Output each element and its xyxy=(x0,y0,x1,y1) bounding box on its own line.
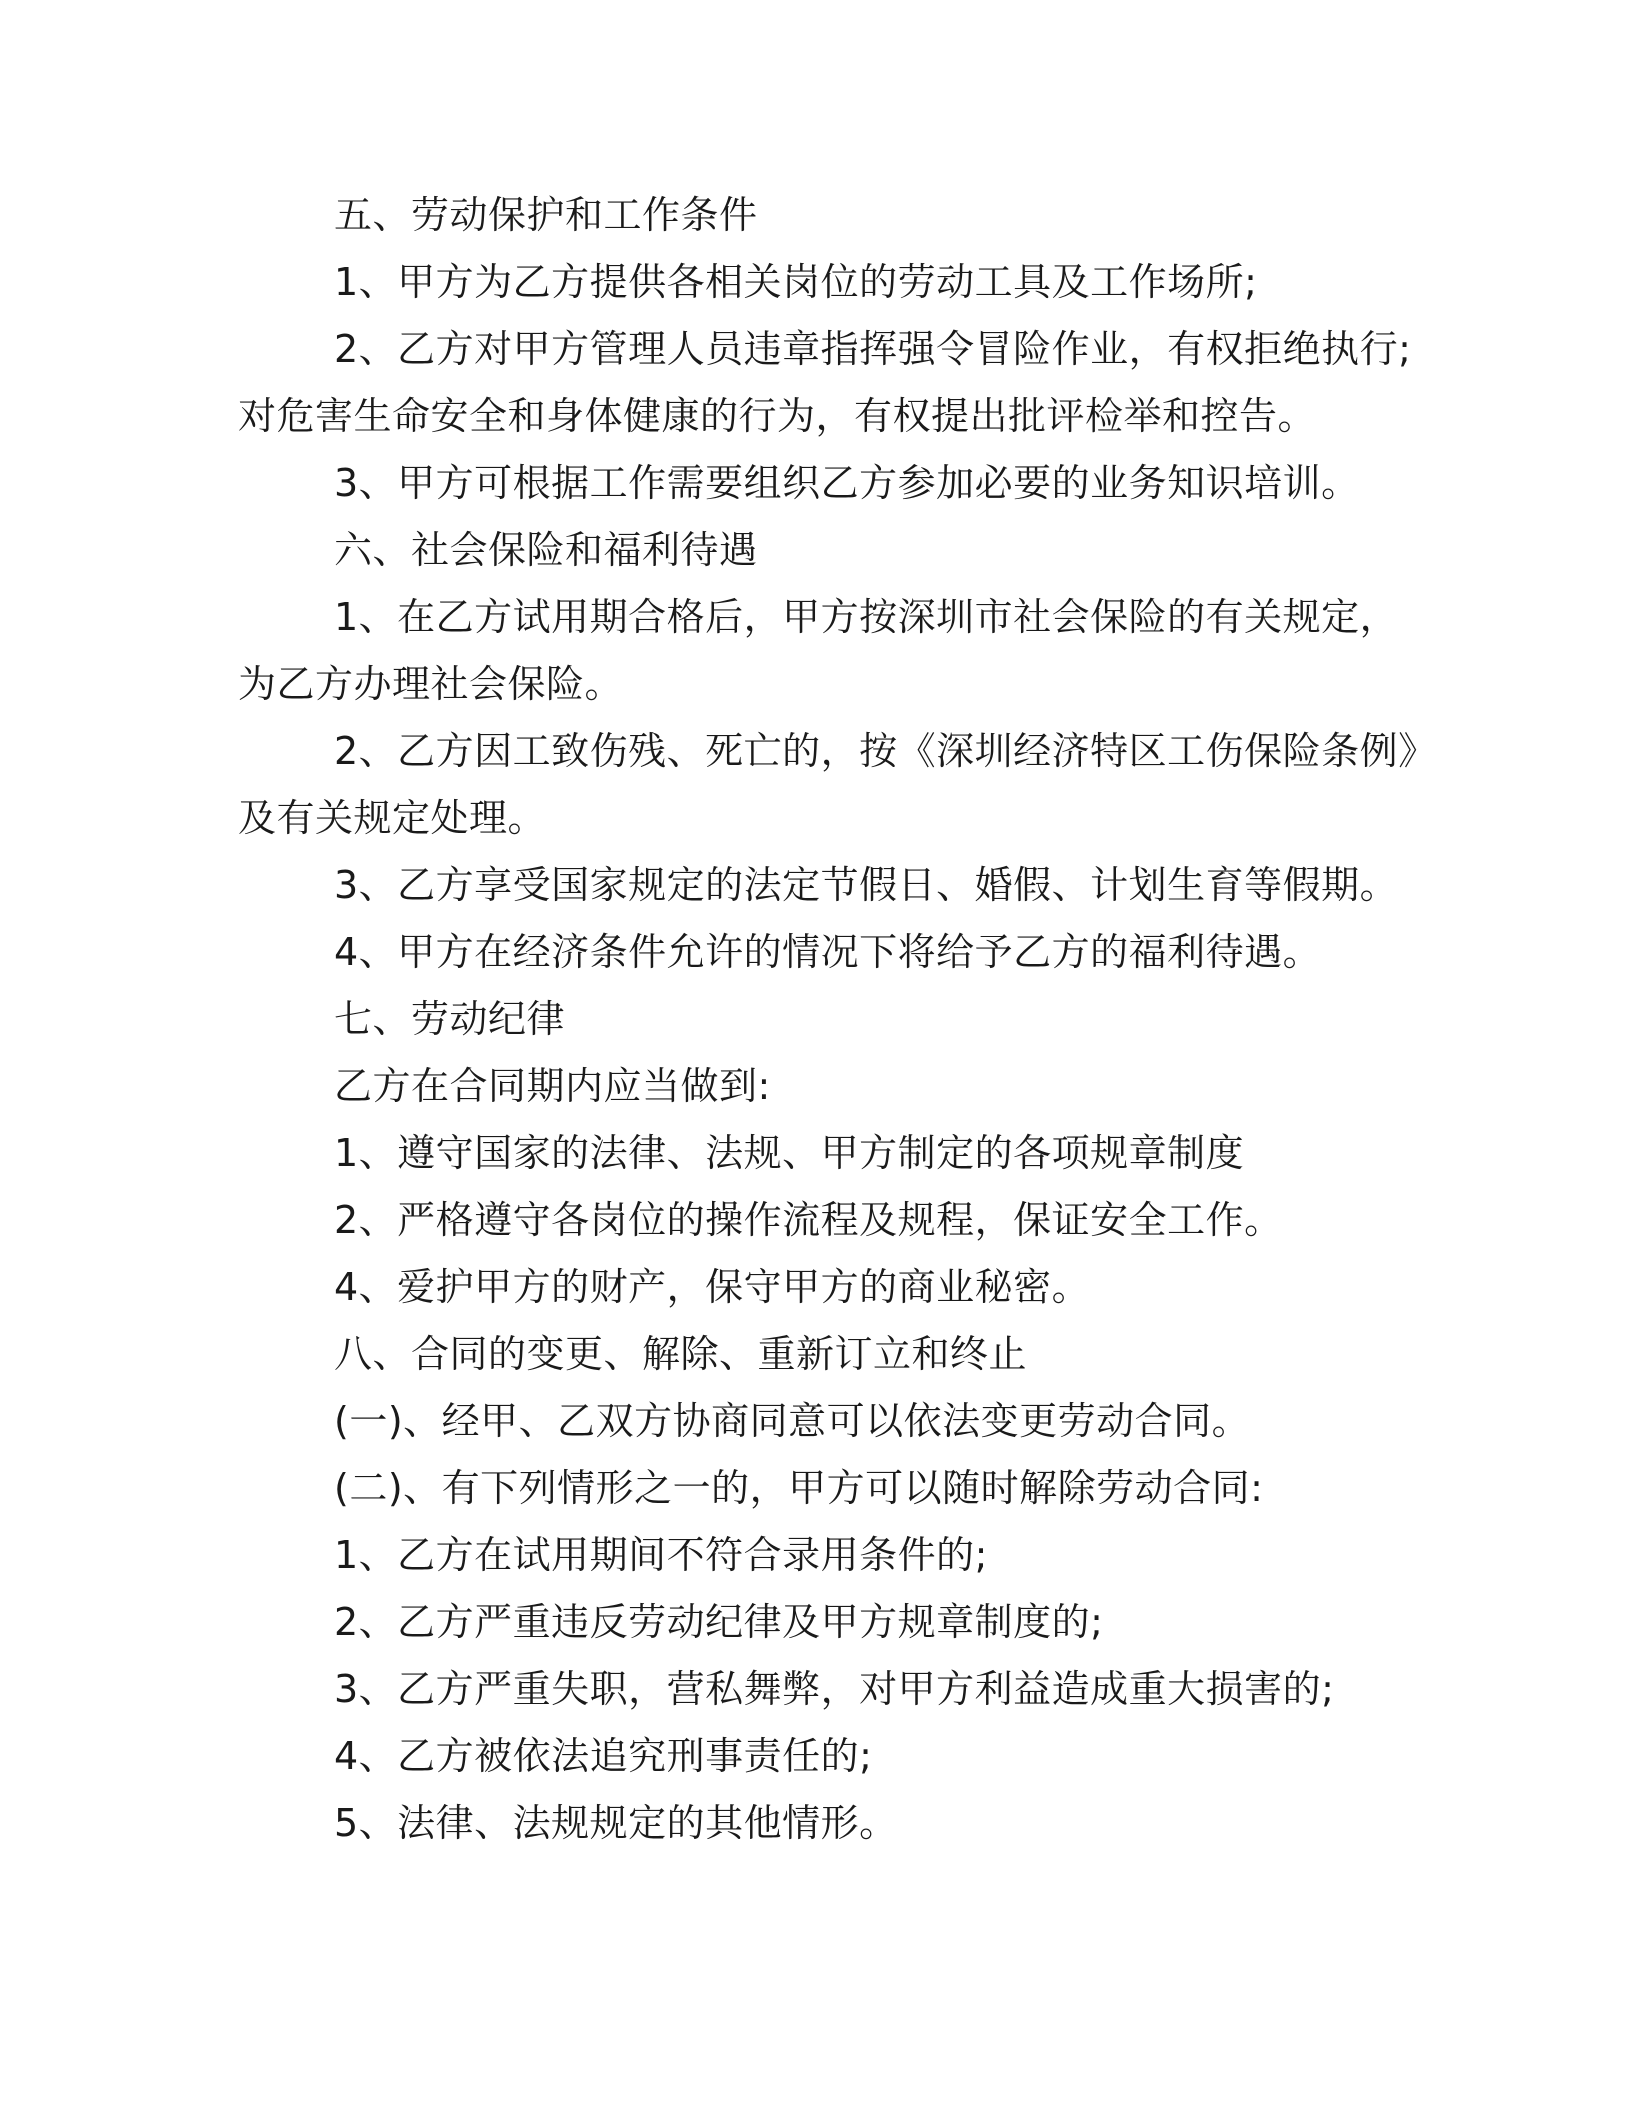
paragraph-line: 4、乙方被依法追究刑事责任的; xyxy=(334,1734,873,1778)
paragraph-line: 5、法律、法规规定的其他情形。 xyxy=(334,1801,898,1845)
paragraph-line: 2、乙方因工致伤残、死亡的，按《深圳经济特区工伤保险条例》 xyxy=(334,729,1437,773)
paragraph-line: 3、乙方严重失职，营私舞弊，对甲方利益造成重大损害的; xyxy=(334,1667,1335,1711)
paragraph-line: 1、遵守国家的法律、法规、甲方制定的各项规章制度 xyxy=(334,1131,1245,1175)
paragraph-line: 2、严格遵守各岗位的操作流程及规程，保证安全工作。 xyxy=(334,1198,1283,1242)
section-heading-contract-changes: 八、合同的变更、解除、重新订立和终止 xyxy=(334,1332,1028,1376)
section-heading-labor-protection: 五、劳动保护和工作条件 xyxy=(334,193,758,237)
paragraph-line: 2、乙方对甲方管理人员违章指挥强令冒险作业，有权拒绝执行; xyxy=(334,327,1412,371)
paragraph-line: 1、在乙方试用期合格后，甲方按深圳市社会保险的有关规定， xyxy=(334,595,1399,639)
section-heading-social-insurance: 六、社会保险和福利待遇 xyxy=(334,528,758,572)
paragraph-line: 及有关规定处理。 xyxy=(238,796,547,840)
paragraph-line: 乙方在合同期内应当做到: xyxy=(334,1064,771,1108)
paragraph-line: 4、甲方在经济条件允许的情况下将给予乙方的福利待遇。 xyxy=(334,930,1322,974)
paragraph-line: 1、乙方在试用期间不符合录用条件的; xyxy=(334,1533,988,1577)
paragraph-line: 对危害生命安全和身体健康的行为，有权提出批评检举和控告。 xyxy=(238,394,1317,438)
paragraph-line: (一)、经甲、乙双方协商同意可以依法变更劳动合同。 xyxy=(334,1399,1251,1443)
paragraph-line: 1、甲方为乙方提供各相关岗位的劳动工具及工作场所; xyxy=(334,260,1258,304)
paragraph-line: (二)、有下列情形之一的，甲方可以随时解除劳动合同: xyxy=(334,1466,1264,1510)
paragraph-line: 2、乙方严重违反劳动纪律及甲方规章制度的; xyxy=(334,1600,1104,1644)
paragraph-line: 4、爱护甲方的财产，保守甲方的商业秘密。 xyxy=(334,1265,1091,1309)
paragraph-line: 为乙方办理社会保险。 xyxy=(238,662,624,706)
paragraph-line: 3、乙方享受国家规定的法定节假日、婚假、计划生育等假期。 xyxy=(334,863,1399,907)
section-heading-labor-discipline: 七、劳动纪律 xyxy=(334,997,566,1041)
paragraph-line: 3、甲方可根据工作需要组织乙方参加必要的业务知识培训。 xyxy=(334,461,1360,505)
